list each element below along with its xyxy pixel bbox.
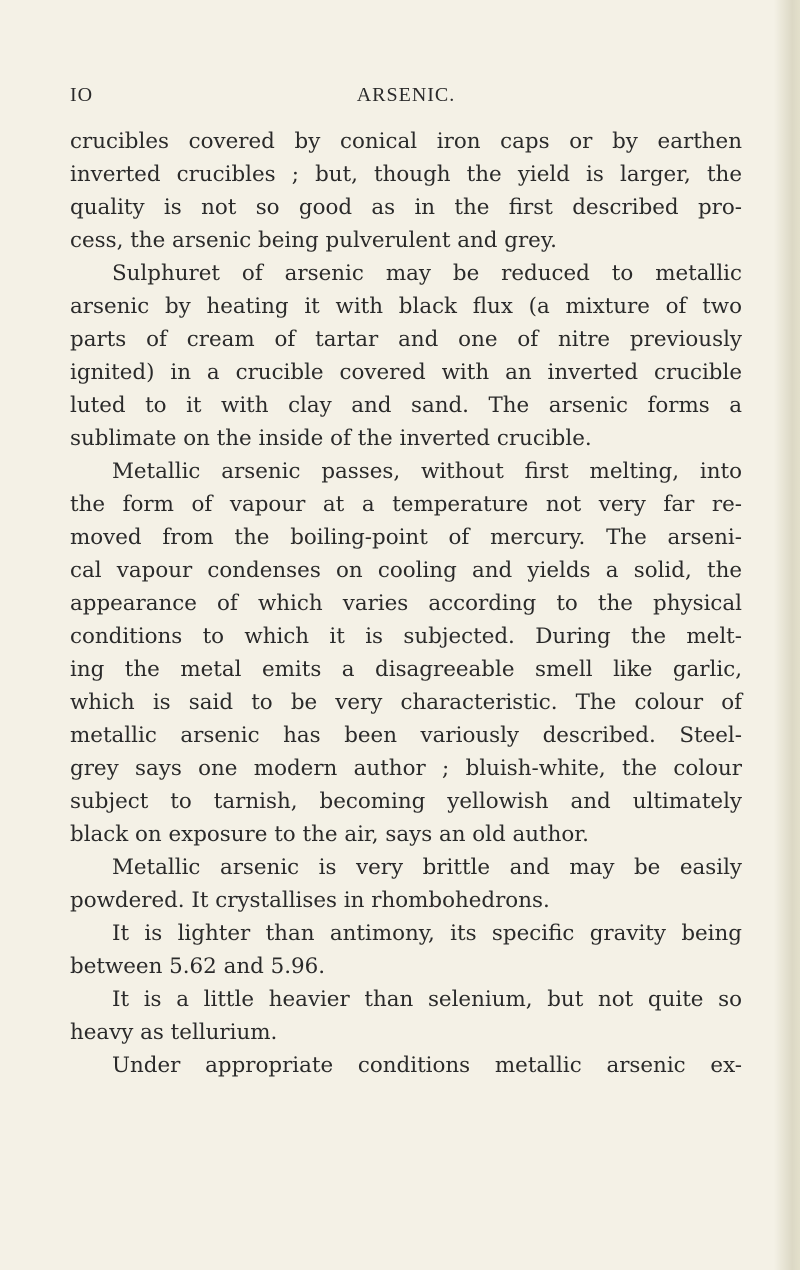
text-line: Metallic arsenic is very brittle and may be easily xyxy=(112,855,742,880)
page-header xyxy=(70,84,742,114)
text-line: ignited) in a crucible covered with an inverted crucible xyxy=(70,360,742,385)
text-line: sublimate on the inside of the inverted crucible. xyxy=(70,426,592,451)
text-line: inverted crucibles ; but, though the yield is larger, the xyxy=(70,162,742,187)
text-line: luted to it with clay and sand. The arsenic forms a xyxy=(70,393,742,418)
text-line: Under appropriate conditions metallic arsenic ex- xyxy=(112,1053,742,1078)
text-line: black on exposure to the air, says an old author. xyxy=(70,822,589,847)
text-line: moved from the boiling-point of mercury. The arseni- xyxy=(70,525,742,550)
text-line: parts of cream of tartar and one of nitre previously xyxy=(70,327,742,352)
running-head: ARSENIC. xyxy=(356,84,456,106)
text-line: arsenic by heating it with black flux (a mixture of two xyxy=(70,294,742,319)
text-line: heavy as tellurium. xyxy=(70,1020,278,1045)
text-line: It is lighter than antimony, its specific gravity being xyxy=(112,921,742,946)
text-line: powdered. It crystallises in rhombohedrons. xyxy=(70,888,550,913)
text-line: quality is not so good as in the first described pro- xyxy=(70,195,742,220)
text-line: It is a little heavier than selenium, but not quite so xyxy=(112,987,742,1012)
page-edge-shadow xyxy=(774,0,800,1270)
text-line: Sulphuret of arsenic may be reduced to metallic xyxy=(112,261,742,286)
text-line: appearance of which varies according to the physical xyxy=(70,591,742,616)
text-line: which is said to be very characteristic. The colour of xyxy=(70,690,742,715)
body-text xyxy=(70,125,742,1082)
text-line: cal vapour condenses on cooling and yields a solid, the xyxy=(70,558,742,583)
page-number: IO xyxy=(70,84,94,106)
text-line: Metallic arsenic passes, without first melting, into xyxy=(112,459,742,484)
text-line: conditions to which it is subjected. During the melt- xyxy=(70,624,742,649)
text-line: metallic arsenic has been variously described. Steel- xyxy=(70,723,742,748)
text-line: between 5.62 and 5.96. xyxy=(70,954,326,979)
text-line: ing the metal emits a disagreeable smell like garlic, xyxy=(70,657,742,682)
text-line: cess, the arsenic being pulverulent and grey. xyxy=(70,228,557,253)
text-line: subject to tarnish, becoming yellowish and ultimately xyxy=(70,789,742,814)
text-line: grey says one modern author ; bluish-white, the colour xyxy=(70,756,742,781)
text-line: the form of vapour at a temperature not very far re- xyxy=(70,492,742,517)
text-line: crucibles covered by conical iron caps or by earthen xyxy=(70,129,742,154)
